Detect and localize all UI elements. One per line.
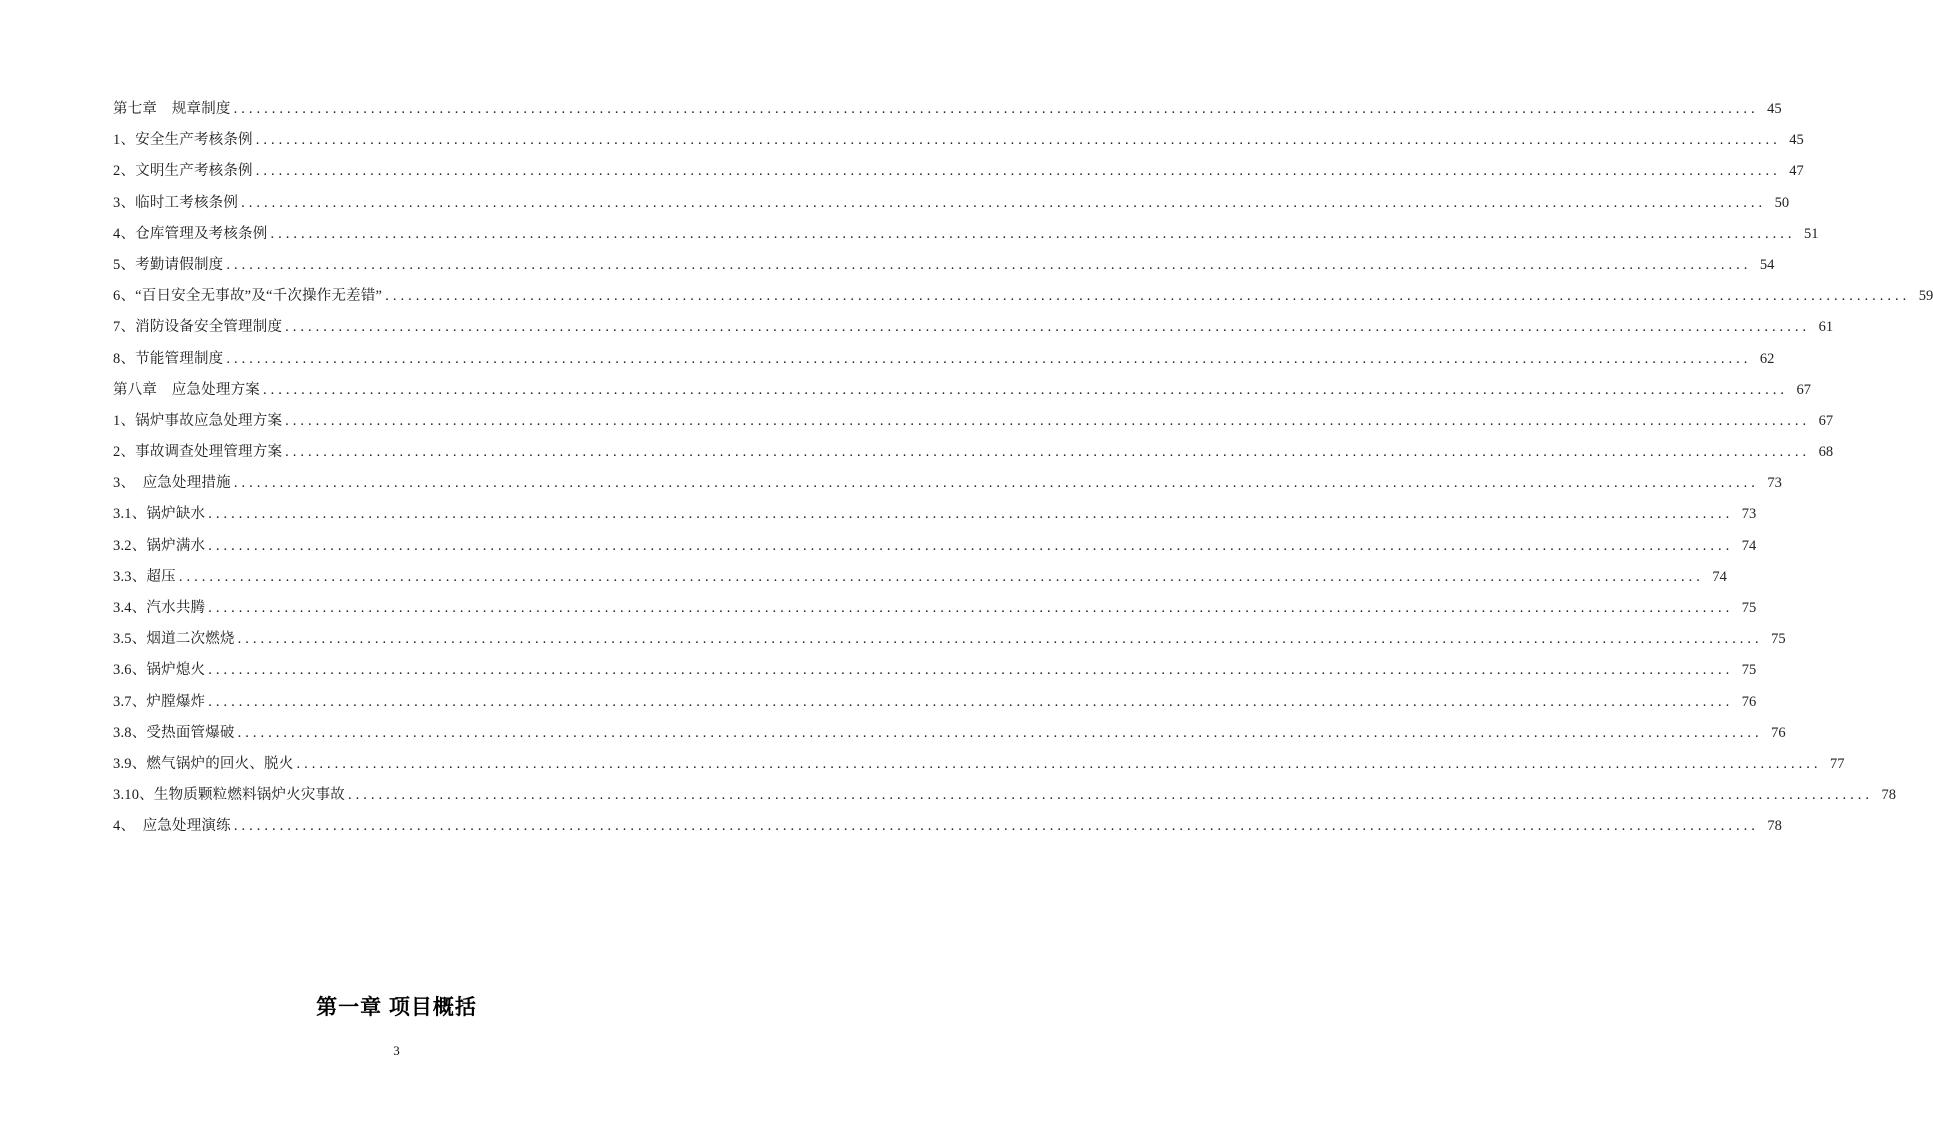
toc-entry[interactable] bbox=[113, 219, 1819, 250]
toc-entry[interactable] bbox=[113, 468, 1782, 499]
toc-entry-page-number: 47 bbox=[1789, 163, 1804, 180]
toc-entry-page-number: 67 bbox=[1796, 381, 1811, 398]
toc-entry-page-number: 50 bbox=[1774, 194, 1790, 211]
toc-entry-page-number: 75 bbox=[1741, 600, 1757, 616]
toc-entry-page-number: 45 bbox=[1789, 132, 1804, 149]
toc-entry-title: 6、“百日安全无事故”及“千次操作无差错” bbox=[113, 288, 383, 305]
toc-entry[interactable] bbox=[113, 344, 1775, 375]
toc-entry-title: 4、仓库管理及考核条例 bbox=[113, 225, 268, 242]
toc-entry-title: 3、临时工考核条例 bbox=[113, 194, 239, 211]
toc-entry[interactable] bbox=[113, 188, 1790, 219]
toc-entry-title: 3、 应急处理措施 bbox=[113, 475, 231, 492]
toc-entry[interactable] bbox=[113, 125, 1804, 156]
toc-entry-title: 7、消防设备安全管理制度 bbox=[113, 319, 283, 336]
table-of-contents bbox=[113, 94, 1933, 843]
toc-entry-page-number: 73 bbox=[1741, 506, 1757, 523]
toc-entry-title: 4、 应急处理演练 bbox=[113, 818, 231, 835]
toc-entry-page-number: 73 bbox=[1767, 475, 1782, 492]
toc-entry[interactable] bbox=[113, 655, 1757, 686]
toc-entry[interactable] bbox=[113, 250, 1775, 281]
toc-dot-leader: ........................................................................................................................................................................................................ bbox=[270, 225, 1796, 242]
toc-entry[interactable] bbox=[113, 499, 1757, 530]
toc-entry[interactable] bbox=[113, 811, 1782, 842]
toc-dot-leader: ........................................................................................................................................................................................................ bbox=[233, 818, 1759, 835]
toc-entry-title: 2、文明生产考核条例 bbox=[113, 163, 253, 180]
toc-dot-leader: ........................................................................................................................................................................................................ bbox=[263, 381, 1788, 398]
toc-entry-title: 3.5、烟道二次燃烧 bbox=[113, 631, 235, 648]
toc-entry-title: 第八章 应急处理方案 bbox=[113, 381, 260, 398]
toc-entry-title: 8、节能管理制度 bbox=[113, 350, 224, 367]
toc-entry-page-number: 75 bbox=[1741, 662, 1757, 679]
toc-entry-title: 3.10、生物质颗粒燃料锅炉火灾事故 bbox=[113, 787, 345, 804]
toc-entry[interactable] bbox=[113, 687, 1757, 718]
toc-entry-title: 5、考勤请假制度 bbox=[113, 256, 224, 273]
chapter-heading: 第一章 项目概括 bbox=[316, 996, 477, 1019]
toc-entry[interactable] bbox=[113, 406, 1834, 437]
toc-entry-page-number: 51 bbox=[1803, 225, 1819, 242]
toc-dot-leader: ........................................................................................................................................................................................................ bbox=[208, 600, 1734, 616]
toc-entry-page-number: 61 bbox=[1818, 319, 1834, 336]
toc-entry[interactable] bbox=[113, 531, 1757, 562]
toc-entry-page-number: 74 bbox=[1741, 537, 1757, 554]
toc-dot-leader: ........................................................................................................................................................................................................ bbox=[255, 163, 1781, 180]
toc-dot-leader: ........................................................................................................................................................................................................ bbox=[285, 444, 1811, 461]
toc-entry-page-number: 78 bbox=[1767, 818, 1782, 835]
toc-dot-leader: ........................................................................................................................................................................................................ bbox=[178, 568, 1704, 585]
toc-entry-page-number: 68 bbox=[1818, 444, 1834, 461]
toc-entry-title: 3.1、锅炉缺水 bbox=[113, 506, 206, 523]
toc-entry-page-number: 67 bbox=[1818, 412, 1834, 429]
toc-entry-page-number: 45 bbox=[1767, 101, 1782, 117]
toc-entry[interactable] bbox=[113, 624, 1786, 655]
toc-entry[interactable] bbox=[113, 780, 1896, 811]
toc-entry-page-number: 54 bbox=[1759, 256, 1775, 273]
toc-entry-title: 3.9、燃气锅炉的回火、脱火 bbox=[113, 755, 294, 772]
toc-entry[interactable] bbox=[113, 562, 1727, 593]
toc-entry[interactable] bbox=[113, 593, 1757, 624]
toc-dot-leader: ........................................................................................................................................................................................................ bbox=[285, 319, 1811, 336]
toc-entry-page-number: 78 bbox=[1881, 787, 1896, 804]
toc-dot-leader: ........................................................................................................................................................................................................ bbox=[347, 787, 1873, 804]
toc-dot-leader: ........................................................................................................................................................................................................ bbox=[226, 350, 1752, 367]
toc-entry[interactable] bbox=[113, 375, 1811, 406]
toc-dot-leader: ........................................................................................................................................................................................................ bbox=[208, 537, 1734, 554]
toc-dot-leader: ........................................................................................................................................................................................................ bbox=[296, 755, 1822, 772]
toc-entry-title: 3.2、锅炉满水 bbox=[113, 537, 206, 554]
toc-dot-leader: ........................................................................................................................................................................................................ bbox=[208, 693, 1734, 710]
toc-entry-page-number: 76 bbox=[1771, 724, 1786, 741]
toc-dot-leader: ........................................................................................................................................................................................................ bbox=[237, 631, 1763, 648]
toc-dot-leader: ........................................................................................................................................................................................................ bbox=[208, 506, 1734, 523]
toc-entry-title: 3.4、汽水共腾 bbox=[113, 600, 206, 616]
toc-entry[interactable] bbox=[113, 156, 1804, 187]
toc-dot-leader: ........................................................................................................................................................................................................ bbox=[385, 288, 1911, 305]
toc-entry-title: 1、安全生产考核条例 bbox=[113, 132, 253, 149]
toc-entry-page-number: 62 bbox=[1759, 350, 1775, 367]
toc-entry-title: 3.7、炉膛爆炸 bbox=[113, 693, 206, 710]
toc-dot-leader: ........................................................................................................................................................................................................ bbox=[233, 101, 1759, 117]
toc-entry[interactable] bbox=[113, 281, 1933, 312]
toc-dot-leader: ........................................................................................................................................................................................................ bbox=[241, 194, 1767, 211]
toc-entry[interactable] bbox=[113, 437, 1834, 468]
toc-entry-page-number: 59 bbox=[1918, 288, 1933, 305]
toc-entry-page-number: 77 bbox=[1829, 755, 1845, 772]
toc-dot-leader: ........................................................................................................................................................................................................ bbox=[285, 412, 1811, 429]
toc-dot-leader: ........................................................................................................................................................................................................ bbox=[237, 724, 1763, 741]
toc-entry[interactable] bbox=[113, 749, 1845, 780]
page-number-footer: 3 bbox=[393, 1043, 400, 1058]
toc-entry-page-number: 75 bbox=[1771, 631, 1786, 648]
toc-entry-title: 1、锅炉事故应急处理方案 bbox=[113, 412, 283, 429]
toc-dot-leader: ........................................................................................................................................................................................................ bbox=[255, 132, 1781, 149]
toc-entry-title: 3.6、锅炉熄火 bbox=[113, 662, 206, 679]
toc-entry[interactable] bbox=[113, 718, 1786, 749]
toc-dot-leader: ........................................................................................................................................................................................................ bbox=[233, 475, 1759, 492]
toc-entry-title: 3.3、超压 bbox=[113, 568, 176, 585]
toc-entry[interactable] bbox=[113, 94, 1782, 125]
toc-dot-leader: ........................................................................................................................................................................................................ bbox=[208, 662, 1734, 679]
toc-entry-title: 第七章 规章制度 bbox=[113, 101, 231, 117]
toc-entry-title: 3.8、受热面管爆破 bbox=[113, 724, 235, 741]
toc-entry[interactable] bbox=[113, 312, 1834, 343]
toc-entry-title: 2、事故调查处理管理方案 bbox=[113, 444, 283, 461]
toc-entry-page-number: 74 bbox=[1712, 568, 1727, 585]
toc-entry-page-number: 76 bbox=[1741, 693, 1757, 710]
toc-dot-leader: ........................................................................................................................................................................................................ bbox=[226, 256, 1752, 273]
